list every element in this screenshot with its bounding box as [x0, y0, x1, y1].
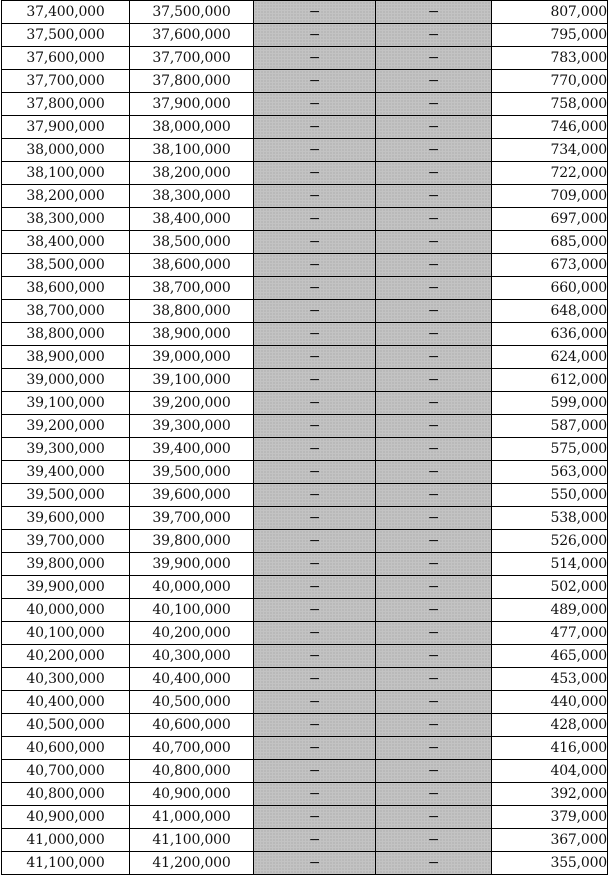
table-row	[2, 852, 608, 875]
table-row	[2, 806, 608, 829]
income-to-cell: 38,400,000	[130, 208, 254, 231]
income-from-cell: 39,400,000	[2, 461, 130, 484]
shaded-dash-cell: −	[376, 714, 492, 737]
shaded-dash-cell: −	[254, 438, 376, 461]
income-to-cell: 39,500,000	[130, 461, 254, 484]
shaded-dash-cell: −	[376, 645, 492, 668]
income-to-cell: 37,800,000	[130, 70, 254, 93]
shaded-dash-cell: −	[376, 300, 492, 323]
income-from-cell: 40,600,000	[2, 737, 130, 760]
amount-cell: 624,000	[492, 346, 608, 369]
shaded-dash-cell: −	[254, 231, 376, 254]
shaded-dash-cell: −	[376, 783, 492, 806]
shaded-dash-cell: −	[376, 185, 492, 208]
shaded-dash-cell: −	[254, 323, 376, 346]
income-from-cell: 38,300,000	[2, 208, 130, 231]
shaded-dash-cell: −	[254, 277, 376, 300]
amount-cell: 770,000	[492, 70, 608, 93]
income-from-cell: 40,000,000	[2, 599, 130, 622]
shaded-dash-cell: −	[254, 70, 376, 93]
income-to-cell: 40,900,000	[130, 783, 254, 806]
shaded-dash-cell: −	[254, 645, 376, 668]
shaded-dash-cell: −	[254, 369, 376, 392]
income-from-cell: 40,800,000	[2, 783, 130, 806]
income-to-cell: 39,800,000	[130, 530, 254, 553]
shaded-dash-cell: −	[376, 93, 492, 116]
table-row	[2, 438, 608, 461]
shaded-dash-cell: −	[376, 691, 492, 714]
shaded-dash-cell: −	[376, 622, 492, 645]
table-row	[2, 185, 608, 208]
shaded-dash-cell: −	[376, 507, 492, 530]
shaded-dash-cell: −	[254, 116, 376, 139]
shaded-dash-cell: −	[376, 162, 492, 185]
table-row	[2, 553, 608, 576]
income-from-cell: 37,800,000	[2, 93, 130, 116]
shaded-dash-cell: −	[254, 24, 376, 47]
amount-cell: 453,000	[492, 668, 608, 691]
amount-cell: 734,000	[492, 139, 608, 162]
table-row	[2, 576, 608, 599]
income-to-cell: 37,900,000	[130, 93, 254, 116]
shaded-dash-cell: −	[254, 530, 376, 553]
shaded-dash-cell: −	[254, 300, 376, 323]
table-row	[2, 162, 608, 185]
income-to-cell: 40,100,000	[130, 599, 254, 622]
income-from-cell: 37,500,000	[2, 24, 130, 47]
income-to-cell: 38,200,000	[130, 162, 254, 185]
shaded-dash-cell: −	[376, 829, 492, 852]
income-to-cell: 41,200,000	[130, 852, 254, 875]
income-to-cell: 39,100,000	[130, 369, 254, 392]
shaded-dash-cell: −	[254, 691, 376, 714]
shaded-dash-cell: −	[376, 369, 492, 392]
income-from-cell: 38,400,000	[2, 231, 130, 254]
amount-cell: 758,000	[492, 93, 608, 116]
shaded-dash-cell: −	[254, 1, 376, 24]
income-from-cell: 38,200,000	[2, 185, 130, 208]
income-from-cell: 40,400,000	[2, 691, 130, 714]
amount-cell: 783,000	[492, 47, 608, 70]
income-to-cell: 40,700,000	[130, 737, 254, 760]
shaded-dash-cell: −	[254, 507, 376, 530]
deduction-table-body	[2, 1, 608, 875]
shaded-dash-cell: −	[254, 852, 376, 875]
income-to-cell: 40,200,000	[130, 622, 254, 645]
income-from-cell: 38,000,000	[2, 139, 130, 162]
income-to-cell: 38,800,000	[130, 300, 254, 323]
shaded-dash-cell: −	[254, 415, 376, 438]
shaded-dash-cell: −	[376, 760, 492, 783]
amount-cell: 367,000	[492, 829, 608, 852]
shaded-dash-cell: −	[376, 47, 492, 70]
shaded-dash-cell: −	[376, 852, 492, 875]
income-from-cell: 39,700,000	[2, 530, 130, 553]
income-to-cell: 40,500,000	[130, 691, 254, 714]
income-to-cell: 39,700,000	[130, 507, 254, 530]
table-row	[2, 622, 608, 645]
table-row	[2, 783, 608, 806]
amount-cell: 489,000	[492, 599, 608, 622]
income-to-cell: 38,500,000	[130, 231, 254, 254]
income-from-cell: 39,200,000	[2, 415, 130, 438]
shaded-dash-cell: −	[254, 622, 376, 645]
amount-cell: 355,000	[492, 852, 608, 875]
income-from-cell: 38,900,000	[2, 346, 130, 369]
income-from-cell: 37,400,000	[2, 1, 130, 24]
table-row	[2, 484, 608, 507]
shaded-dash-cell: −	[376, 1, 492, 24]
income-to-cell: 38,100,000	[130, 139, 254, 162]
shaded-dash-cell: −	[376, 484, 492, 507]
income-to-cell: 39,600,000	[130, 484, 254, 507]
income-to-cell: 40,800,000	[130, 760, 254, 783]
income-to-cell: 39,300,000	[130, 415, 254, 438]
shaded-dash-cell: −	[376, 415, 492, 438]
income-from-cell: 40,900,000	[2, 806, 130, 829]
table-row	[2, 599, 608, 622]
income-from-cell: 37,600,000	[2, 47, 130, 70]
shaded-dash-cell: −	[376, 70, 492, 93]
table-row	[2, 47, 608, 70]
shaded-dash-cell: −	[376, 24, 492, 47]
amount-cell: 636,000	[492, 323, 608, 346]
table-row	[2, 300, 608, 323]
shaded-dash-cell: −	[254, 139, 376, 162]
income-from-cell: 39,100,000	[2, 392, 130, 415]
table-row	[2, 507, 608, 530]
table-row	[2, 392, 608, 415]
table-row	[2, 277, 608, 300]
shaded-dash-cell: −	[376, 139, 492, 162]
amount-cell: 660,000	[492, 277, 608, 300]
shaded-dash-cell: −	[376, 208, 492, 231]
amount-cell: 746,000	[492, 116, 608, 139]
income-to-cell: 38,000,000	[130, 116, 254, 139]
table-row	[2, 323, 608, 346]
income-from-cell: 39,900,000	[2, 576, 130, 599]
amount-cell: 612,000	[492, 369, 608, 392]
income-to-cell: 40,300,000	[130, 645, 254, 668]
income-from-cell: 40,500,000	[2, 714, 130, 737]
amount-cell: 465,000	[492, 645, 608, 668]
shaded-dash-cell: −	[254, 208, 376, 231]
table-row	[2, 714, 608, 737]
table-row	[2, 668, 608, 691]
shaded-dash-cell: −	[376, 346, 492, 369]
income-to-cell: 39,000,000	[130, 346, 254, 369]
shaded-dash-cell: −	[376, 576, 492, 599]
amount-cell: 440,000	[492, 691, 608, 714]
income-from-cell: 40,200,000	[2, 645, 130, 668]
shaded-dash-cell: −	[254, 737, 376, 760]
income-to-cell: 38,600,000	[130, 254, 254, 277]
income-from-cell: 41,000,000	[2, 829, 130, 852]
amount-cell: 428,000	[492, 714, 608, 737]
income-from-cell: 38,600,000	[2, 277, 130, 300]
income-from-cell: 39,300,000	[2, 438, 130, 461]
income-to-cell: 37,500,000	[130, 1, 254, 24]
amount-cell: 379,000	[492, 806, 608, 829]
income-from-cell: 38,800,000	[2, 323, 130, 346]
amount-cell: 709,000	[492, 185, 608, 208]
income-from-cell: 41,100,000	[2, 852, 130, 875]
shaded-dash-cell: −	[376, 392, 492, 415]
shaded-dash-cell: −	[254, 714, 376, 737]
shaded-dash-cell: −	[254, 783, 376, 806]
amount-cell: 575,000	[492, 438, 608, 461]
table-row	[2, 254, 608, 277]
shaded-dash-cell: −	[254, 254, 376, 277]
shaded-dash-cell: −	[376, 599, 492, 622]
table-row	[2, 530, 608, 553]
shaded-dash-cell: −	[376, 323, 492, 346]
amount-cell: 502,000	[492, 576, 608, 599]
income-from-cell: 39,800,000	[2, 553, 130, 576]
table-row	[2, 346, 608, 369]
shaded-dash-cell: −	[376, 231, 492, 254]
shaded-dash-cell: −	[254, 668, 376, 691]
income-from-cell: 40,100,000	[2, 622, 130, 645]
table-row	[2, 139, 608, 162]
amount-cell: 587,000	[492, 415, 608, 438]
income-from-cell: 39,000,000	[2, 369, 130, 392]
shaded-dash-cell: −	[376, 116, 492, 139]
shaded-dash-cell: −	[254, 461, 376, 484]
table-row	[2, 461, 608, 484]
amount-cell: 392,000	[492, 783, 608, 806]
amount-cell: 648,000	[492, 300, 608, 323]
shaded-dash-cell: −	[376, 806, 492, 829]
amount-cell: 416,000	[492, 737, 608, 760]
shaded-dash-cell: −	[376, 668, 492, 691]
amount-cell: 795,000	[492, 24, 608, 47]
amount-cell: 722,000	[492, 162, 608, 185]
amount-cell: 673,000	[492, 254, 608, 277]
amount-cell: 477,000	[492, 622, 608, 645]
income-to-cell: 37,700,000	[130, 47, 254, 70]
deduction-table	[1, 0, 608, 875]
shaded-dash-cell: −	[254, 346, 376, 369]
amount-cell: 697,000	[492, 208, 608, 231]
income-to-cell: 40,600,000	[130, 714, 254, 737]
income-to-cell: 38,900,000	[130, 323, 254, 346]
table-row	[2, 645, 608, 668]
shaded-dash-cell: −	[254, 576, 376, 599]
table-row	[2, 737, 608, 760]
income-from-cell: 40,300,000	[2, 668, 130, 691]
income-to-cell: 41,000,000	[130, 806, 254, 829]
amount-cell: 599,000	[492, 392, 608, 415]
income-to-cell: 39,200,000	[130, 392, 254, 415]
shaded-dash-cell: −	[376, 530, 492, 553]
amount-cell: 563,000	[492, 461, 608, 484]
amount-cell: 538,000	[492, 507, 608, 530]
income-from-cell: 38,500,000	[2, 254, 130, 277]
income-to-cell: 39,400,000	[130, 438, 254, 461]
shaded-dash-cell: −	[254, 760, 376, 783]
shaded-dash-cell: −	[254, 553, 376, 576]
shaded-dash-cell: −	[376, 737, 492, 760]
income-from-cell: 37,900,000	[2, 116, 130, 139]
income-to-cell: 38,300,000	[130, 185, 254, 208]
shaded-dash-cell: −	[254, 47, 376, 70]
shaded-dash-cell: −	[376, 254, 492, 277]
income-to-cell: 37,600,000	[130, 24, 254, 47]
amount-cell: 404,000	[492, 760, 608, 783]
table-row	[2, 1, 608, 24]
amount-cell: 550,000	[492, 484, 608, 507]
amount-cell: 685,000	[492, 231, 608, 254]
shaded-dash-cell: −	[254, 829, 376, 852]
table-row	[2, 70, 608, 93]
income-to-cell: 40,400,000	[130, 668, 254, 691]
table-row	[2, 231, 608, 254]
table-row	[2, 93, 608, 116]
table-row	[2, 116, 608, 139]
income-from-cell: 38,700,000	[2, 300, 130, 323]
income-from-cell: 39,500,000	[2, 484, 130, 507]
income-to-cell: 40,000,000	[130, 576, 254, 599]
income-from-cell: 40,700,000	[2, 760, 130, 783]
shaded-dash-cell: −	[254, 484, 376, 507]
table-row	[2, 208, 608, 231]
income-to-cell: 38,700,000	[130, 277, 254, 300]
shaded-dash-cell: −	[254, 806, 376, 829]
table-row	[2, 760, 608, 783]
shaded-dash-cell: −	[376, 553, 492, 576]
shaded-dash-cell: −	[254, 93, 376, 116]
income-to-cell: 39,900,000	[130, 553, 254, 576]
shaded-dash-cell: −	[376, 461, 492, 484]
table-row	[2, 415, 608, 438]
shaded-dash-cell: −	[254, 162, 376, 185]
table-row	[2, 829, 608, 852]
amount-cell: 807,000	[492, 1, 608, 24]
table-row	[2, 24, 608, 47]
income-to-cell: 41,100,000	[130, 829, 254, 852]
income-from-cell: 37,700,000	[2, 70, 130, 93]
shaded-dash-cell: −	[376, 277, 492, 300]
income-from-cell: 39,600,000	[2, 507, 130, 530]
amount-cell: 514,000	[492, 553, 608, 576]
table-row	[2, 369, 608, 392]
shaded-dash-cell: −	[254, 599, 376, 622]
income-from-cell: 38,100,000	[2, 162, 130, 185]
shaded-dash-cell: −	[254, 185, 376, 208]
shaded-dash-cell: −	[376, 438, 492, 461]
amount-cell: 526,000	[492, 530, 608, 553]
table-row	[2, 691, 608, 714]
shaded-dash-cell: −	[254, 392, 376, 415]
